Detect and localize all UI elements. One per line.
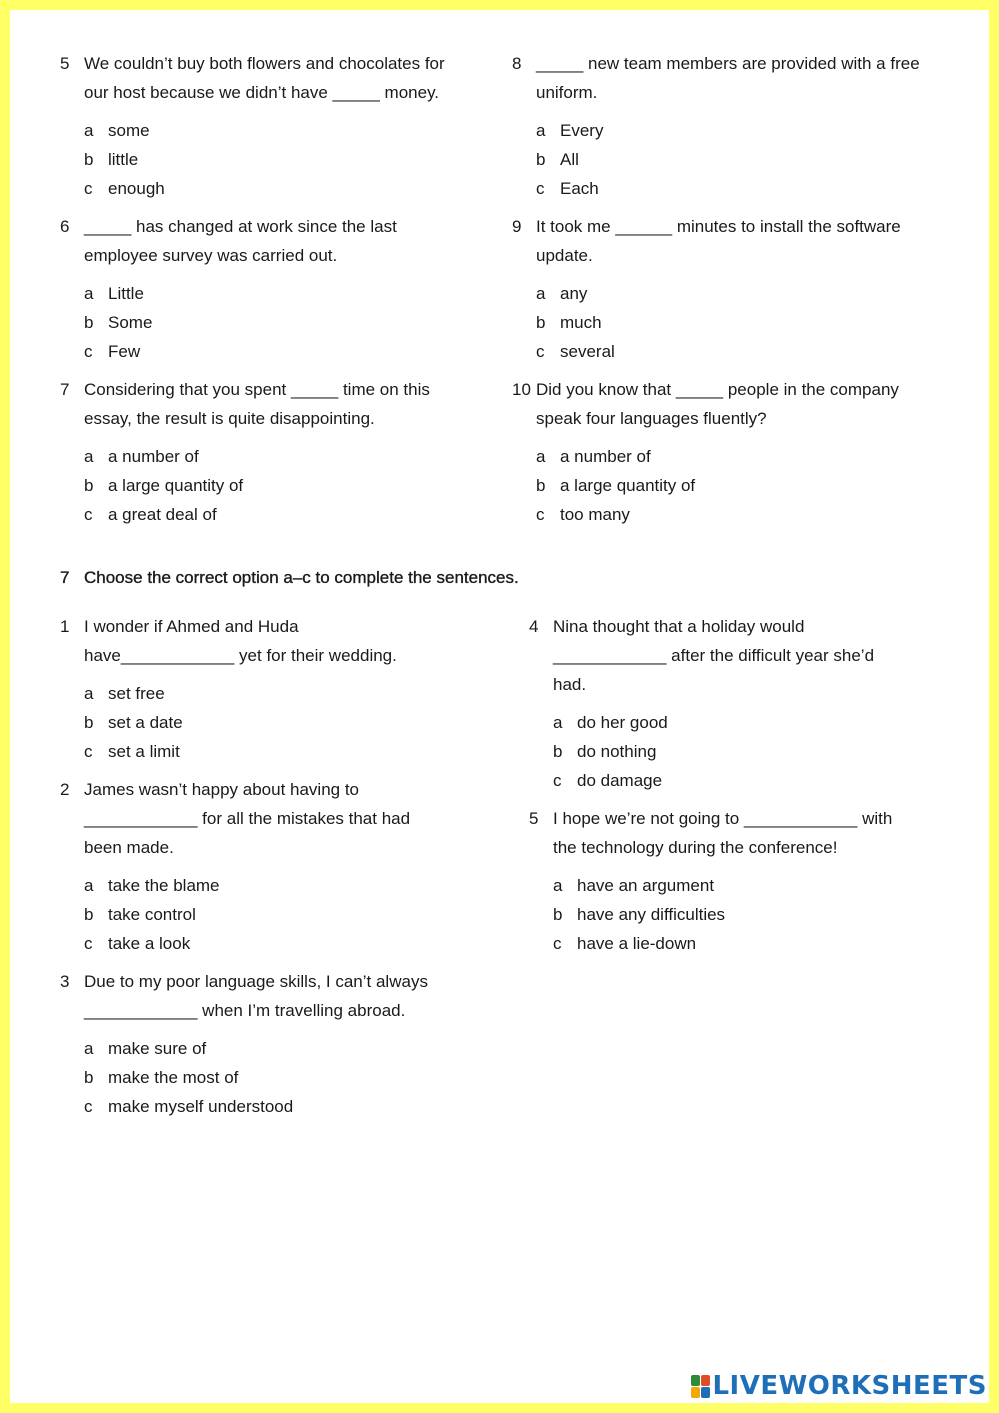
option-a[interactable]: a make sure of bbox=[84, 1039, 207, 1058]
option-a[interactable]: a do her good bbox=[553, 713, 668, 732]
logo-tile bbox=[701, 1387, 710, 1398]
options-list bbox=[84, 679, 183, 766]
worksheet-page bbox=[10, 10, 989, 1403]
option-c[interactable]: c take a look bbox=[84, 934, 191, 953]
options-list bbox=[536, 116, 603, 203]
options-list bbox=[84, 279, 152, 366]
question-stem: Did you know that _____ people in the company speak four languages fluently? bbox=[536, 380, 899, 428]
option-b[interactable]: b Some bbox=[84, 313, 153, 332]
option-a[interactable]: a Little bbox=[84, 284, 144, 303]
question-stem: _____ has changed at work since the last employee survey was carried out. bbox=[84, 217, 397, 265]
question-number: 2 bbox=[60, 780, 70, 799]
s7-question-1 bbox=[60, 612, 480, 772]
option-a[interactable]: a some bbox=[84, 121, 150, 140]
logo-tile bbox=[691, 1387, 700, 1398]
question-stem: I wonder if Ahmed and Huda have____________ yet for their wedding. bbox=[84, 617, 397, 665]
options-list bbox=[84, 1034, 293, 1121]
question-9 bbox=[512, 212, 962, 372]
question-7 bbox=[60, 375, 480, 535]
liveworksheets-logo[interactable] bbox=[691, 1371, 987, 1401]
options-list bbox=[84, 116, 165, 203]
question-number: 4 bbox=[529, 617, 539, 636]
option-a[interactable]: a a number of bbox=[536, 447, 651, 466]
question-stem: Nina thought that a holiday would ____________ after the difficult year she’d had. bbox=[553, 617, 875, 694]
options-list bbox=[536, 442, 695, 529]
option-a[interactable]: a set free bbox=[84, 684, 165, 703]
options-list bbox=[553, 871, 725, 958]
option-c[interactable]: c make myself understood bbox=[84, 1097, 294, 1116]
question-number: 1 bbox=[60, 617, 70, 636]
question-stem: It took me ______ minutes to install the software update. bbox=[536, 217, 901, 265]
option-b[interactable]: b do nothing bbox=[553, 742, 657, 761]
option-c[interactable]: c several bbox=[536, 342, 615, 361]
brand-name: LIVEWORKSHEETS bbox=[712, 1371, 987, 1401]
option-b[interactable]: b All bbox=[536, 150, 579, 169]
question-6 bbox=[60, 212, 480, 372]
question-number: 6 bbox=[60, 217, 70, 236]
option-a[interactable]: a any bbox=[536, 284, 588, 303]
option-c[interactable]: c enough bbox=[84, 179, 165, 198]
options-list bbox=[536, 279, 615, 366]
question-stem: _____ new team members are provided with a free uniform. bbox=[536, 54, 920, 102]
option-b[interactable]: b a large quantity of bbox=[84, 476, 244, 495]
section-number: 7 bbox=[60, 568, 70, 587]
question-number: 3 bbox=[60, 972, 70, 991]
option-c[interactable]: c have a lie-down bbox=[553, 934, 697, 953]
options-list bbox=[84, 442, 243, 529]
option-b[interactable]: b much bbox=[536, 313, 602, 332]
question-10 bbox=[512, 375, 962, 535]
option-c[interactable]: c Few bbox=[84, 342, 141, 361]
question-5 bbox=[60, 49, 480, 209]
logo-tile bbox=[701, 1375, 710, 1386]
question-stem: Considering that you spent _____ time on this essay, the result is quite disappointing. bbox=[84, 380, 430, 428]
question-stem: James wasn’t happy about having to ____________ for all the mistakes that had been made. bbox=[84, 780, 411, 857]
section-instruction: Choose the correct option a–c to complete the sentences. bbox=[84, 568, 519, 587]
s7-question-2 bbox=[60, 775, 480, 965]
option-c[interactable]: c do damage bbox=[553, 771, 663, 790]
liveworksheets-icon bbox=[691, 1375, 710, 1398]
question-number: 5 bbox=[529, 809, 539, 828]
question-number: 8 bbox=[512, 54, 522, 73]
s7-question-3 bbox=[60, 967, 480, 1127]
question-stem: We couldn’t buy both flowers and chocolates for our host because we didn’t have _____ money. bbox=[84, 54, 445, 102]
option-b[interactable]: b a large quantity of bbox=[536, 476, 696, 495]
question-number: 10 bbox=[512, 380, 531, 399]
options-list bbox=[84, 871, 220, 958]
question-8 bbox=[512, 49, 962, 209]
option-a[interactable]: a take the blame bbox=[84, 876, 220, 895]
option-b[interactable]: b take control bbox=[84, 905, 196, 924]
option-b[interactable]: b little bbox=[84, 150, 139, 169]
option-a[interactable]: a have an argument bbox=[553, 876, 715, 895]
option-c[interactable]: c a great deal of bbox=[84, 505, 217, 524]
question-number: 9 bbox=[512, 217, 522, 236]
options-list bbox=[553, 708, 668, 795]
s7-question-4 bbox=[529, 612, 959, 802]
question-number: 7 bbox=[60, 380, 70, 399]
option-b[interactable]: b have any difficulties bbox=[553, 905, 726, 924]
option-c[interactable]: c Each bbox=[536, 179, 599, 198]
option-a[interactable]: a Every bbox=[536, 121, 604, 140]
section-7-heading bbox=[60, 563, 519, 592]
question-stem: Due to my poor language skills, I can’t always ____________ when I’m travelling abroad. bbox=[84, 972, 428, 1020]
option-b[interactable]: b set a date bbox=[84, 713, 183, 732]
option-c[interactable]: c set a limit bbox=[84, 742, 180, 761]
question-number: 5 bbox=[60, 54, 70, 73]
s7-question-5 bbox=[529, 804, 959, 964]
question-stem: I hope we’re not going to ____________ with the technology during the conference! bbox=[553, 809, 893, 857]
logo-tile bbox=[691, 1375, 700, 1386]
option-b[interactable]: b make the most of bbox=[84, 1068, 239, 1087]
option-c[interactable]: c too many bbox=[536, 505, 630, 524]
option-a[interactable]: a a number of bbox=[84, 447, 199, 466]
